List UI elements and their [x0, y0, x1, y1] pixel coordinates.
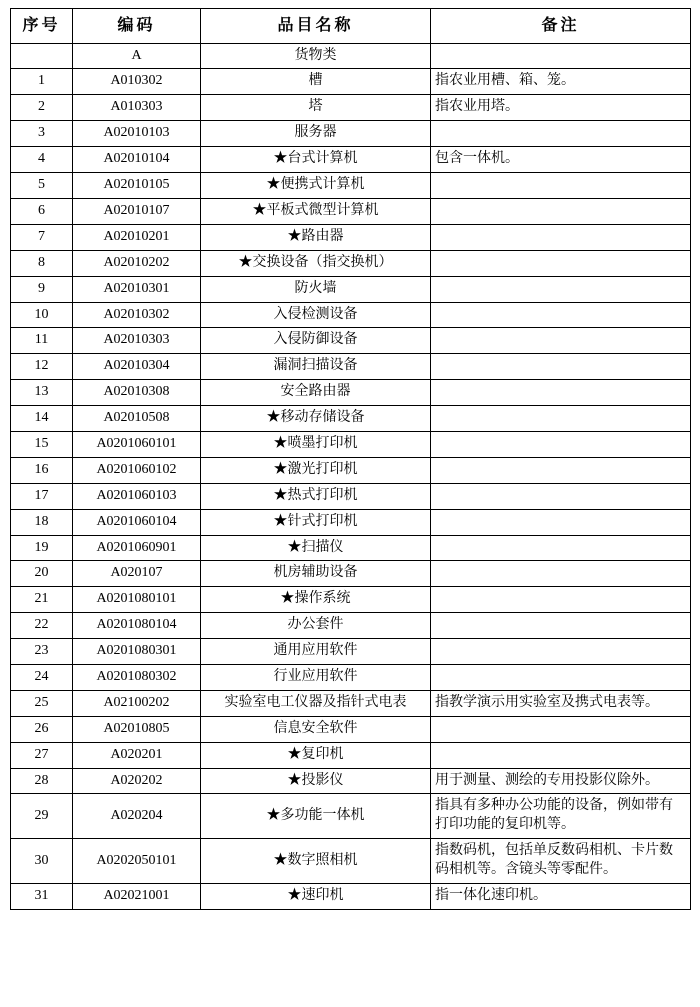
- cell-note: 指数码机，包括单反数码相机、卡片数码相机等。含镜头等零配件。: [431, 839, 691, 884]
- cell-code: A02021001: [73, 883, 201, 909]
- cell-name: 机房辅助设备: [201, 561, 431, 587]
- cell-seq: [11, 43, 73, 69]
- cell-code: A02010302: [73, 302, 201, 328]
- table-row: [11, 328, 691, 354]
- cell-note: [431, 121, 691, 147]
- cell-seq: 1: [11, 69, 73, 95]
- cell-name: ★激光打印机: [201, 457, 431, 483]
- cell-seq: 28: [11, 768, 73, 794]
- table-row: [11, 95, 691, 121]
- cell-name: ★扫描仪: [201, 535, 431, 561]
- cell-name: ★操作系统: [201, 587, 431, 613]
- table-row: [11, 302, 691, 328]
- cell-note: [431, 354, 691, 380]
- column-header-seq: 序号: [11, 9, 73, 44]
- cell-seq: 5: [11, 173, 73, 199]
- cell-seq: 22: [11, 613, 73, 639]
- cell-name: 漏洞扫描设备: [201, 354, 431, 380]
- cell-code: A02010202: [73, 250, 201, 276]
- table-row: [11, 509, 691, 535]
- cell-seq: 30: [11, 839, 73, 884]
- cell-note: [431, 250, 691, 276]
- cell-code: A: [73, 43, 201, 69]
- table-row: [11, 431, 691, 457]
- cell-code: A020204: [73, 794, 201, 839]
- cell-seq: 15: [11, 431, 73, 457]
- cell-code: A0201060104: [73, 509, 201, 535]
- table-row: [11, 716, 691, 742]
- table-row: [11, 839, 691, 884]
- cell-name: ★移动存储设备: [201, 406, 431, 432]
- cell-code: A02010508: [73, 406, 201, 432]
- catalog-table: [10, 8, 691, 910]
- cell-name: ★投影仪: [201, 768, 431, 794]
- cell-name: ★交换设备（指交换机）: [201, 250, 431, 276]
- cell-code: A0201080301: [73, 639, 201, 665]
- cell-note: [431, 561, 691, 587]
- cell-note: [431, 535, 691, 561]
- cell-name: 信息安全软件: [201, 716, 431, 742]
- cell-seq: 14: [11, 406, 73, 432]
- table-row: [11, 639, 691, 665]
- cell-code: A02010201: [73, 224, 201, 250]
- cell-code: A02010103: [73, 121, 201, 147]
- cell-seq: 11: [11, 328, 73, 354]
- cell-name: ★路由器: [201, 224, 431, 250]
- cell-seq: 27: [11, 742, 73, 768]
- table-row: [11, 354, 691, 380]
- cell-seq: 17: [11, 483, 73, 509]
- cell-seq: 12: [11, 354, 73, 380]
- cell-seq: 18: [11, 509, 73, 535]
- table-row: [11, 535, 691, 561]
- cell-note: [431, 457, 691, 483]
- cell-name: ★多功能一体机: [201, 794, 431, 839]
- cell-seq: 21: [11, 587, 73, 613]
- cell-seq: 8: [11, 250, 73, 276]
- cell-name: ★喷墨打印机: [201, 431, 431, 457]
- cell-note: [431, 43, 691, 69]
- cell-note: 指农业用塔。: [431, 95, 691, 121]
- cell-name: ★速印机: [201, 883, 431, 909]
- cell-code: A0201060901: [73, 535, 201, 561]
- cell-seq: 10: [11, 302, 73, 328]
- cell-code: A010303: [73, 95, 201, 121]
- cell-note: [431, 406, 691, 432]
- cell-note: [431, 198, 691, 224]
- cell-name: 安全路由器: [201, 380, 431, 406]
- cell-seq: 16: [11, 457, 73, 483]
- column-header-note: 备注: [431, 9, 691, 44]
- cell-name: ★台式计算机: [201, 147, 431, 173]
- cell-seq: 24: [11, 664, 73, 690]
- cell-note: 指教学演示用实验室及携式电表等。: [431, 690, 691, 716]
- cell-code: A0202050101: [73, 839, 201, 884]
- cell-code: A0201060103: [73, 483, 201, 509]
- cell-name: 行业应用软件: [201, 664, 431, 690]
- table-row: [11, 664, 691, 690]
- cell-note: [431, 613, 691, 639]
- cell-code: A020202: [73, 768, 201, 794]
- cell-note: [431, 173, 691, 199]
- cell-seq: 25: [11, 690, 73, 716]
- cell-code: A0201080302: [73, 664, 201, 690]
- table-row: [11, 794, 691, 839]
- cell-seq: 9: [11, 276, 73, 302]
- table-row: [11, 224, 691, 250]
- cell-name: ★针式打印机: [201, 509, 431, 535]
- column-header-name: 品目名称: [201, 9, 431, 44]
- cell-note: 包含一体机。: [431, 147, 691, 173]
- table-row: [11, 613, 691, 639]
- cell-seq: 7: [11, 224, 73, 250]
- cell-note: 用于测量、测绘的专用投影仪除外。: [431, 768, 691, 794]
- cell-name: 实验室电工仪器及指针式电表: [201, 690, 431, 716]
- cell-code: A0201060102: [73, 457, 201, 483]
- cell-name: ★复印机: [201, 742, 431, 768]
- cell-note: [431, 483, 691, 509]
- cell-note: [431, 276, 691, 302]
- table-row: [11, 147, 691, 173]
- table-row: [11, 883, 691, 909]
- cell-code: A02010308: [73, 380, 201, 406]
- cell-code: A0201080101: [73, 587, 201, 613]
- cell-note: [431, 742, 691, 768]
- cell-note: 指农业用槽、箱、笼。: [431, 69, 691, 95]
- cell-name: ★数字照相机: [201, 839, 431, 884]
- table-row: [11, 742, 691, 768]
- table-row: [11, 43, 691, 69]
- table-row: [11, 587, 691, 613]
- cell-code: A0201060101: [73, 431, 201, 457]
- cell-seq: 31: [11, 883, 73, 909]
- table-row: [11, 406, 691, 432]
- table-row: [11, 690, 691, 716]
- cell-code: A020201: [73, 742, 201, 768]
- cell-seq: 20: [11, 561, 73, 587]
- cell-name: 槽: [201, 69, 431, 95]
- cell-name: ★平板式微型计算机: [201, 198, 431, 224]
- cell-note: [431, 431, 691, 457]
- cell-note: [431, 639, 691, 665]
- cell-code: A02010303: [73, 328, 201, 354]
- cell-seq: 3: [11, 121, 73, 147]
- cell-note: [431, 716, 691, 742]
- table-body: [11, 43, 691, 909]
- cell-name: 防火墙: [201, 276, 431, 302]
- cell-code: A02010104: [73, 147, 201, 173]
- cell-note: [431, 587, 691, 613]
- cell-name: 通用应用软件: [201, 639, 431, 665]
- table-row: [11, 69, 691, 95]
- cell-seq: 19: [11, 535, 73, 561]
- cell-code: A0201080104: [73, 613, 201, 639]
- cell-name: 服务器: [201, 121, 431, 147]
- table-row: [11, 483, 691, 509]
- table-row: [11, 198, 691, 224]
- cell-note: [431, 224, 691, 250]
- cell-code: A010302: [73, 69, 201, 95]
- table-row: [11, 121, 691, 147]
- column-header-code: 编码: [73, 9, 201, 44]
- cell-note: 指一体化速印机。: [431, 883, 691, 909]
- cell-name: 办公套件: [201, 613, 431, 639]
- cell-code: A02010805: [73, 716, 201, 742]
- cell-name: ★便携式计算机: [201, 173, 431, 199]
- cell-name: ★热式打印机: [201, 483, 431, 509]
- cell-name: 塔: [201, 95, 431, 121]
- cell-note: [431, 509, 691, 535]
- cell-note: 指具有多种办公功能的设备，例如带有打印功能的复印机等。: [431, 794, 691, 839]
- cell-code: A02100202: [73, 690, 201, 716]
- cell-seq: 4: [11, 147, 73, 173]
- cell-seq: 29: [11, 794, 73, 839]
- cell-code: A02010301: [73, 276, 201, 302]
- cell-seq: 6: [11, 198, 73, 224]
- cell-note: [431, 380, 691, 406]
- cell-name: 入侵防御设备: [201, 328, 431, 354]
- cell-code: A020107: [73, 561, 201, 587]
- cell-code: A02010107: [73, 198, 201, 224]
- cell-seq: 2: [11, 95, 73, 121]
- cell-code: A02010105: [73, 173, 201, 199]
- table-row: [11, 173, 691, 199]
- table-header-row: [11, 9, 691, 44]
- cell-note: [431, 328, 691, 354]
- cell-note: [431, 302, 691, 328]
- cell-name: 入侵检测设备: [201, 302, 431, 328]
- cell-seq: 13: [11, 380, 73, 406]
- cell-code: A02010304: [73, 354, 201, 380]
- table-row: [11, 380, 691, 406]
- cell-note: [431, 664, 691, 690]
- cell-seq: 26: [11, 716, 73, 742]
- cell-seq: 23: [11, 639, 73, 665]
- table-row: [11, 561, 691, 587]
- table-row: [11, 457, 691, 483]
- table-row: [11, 250, 691, 276]
- table-header: [11, 9, 691, 44]
- cell-name: 货物类: [201, 43, 431, 69]
- table-row: [11, 276, 691, 302]
- table-row: [11, 768, 691, 794]
